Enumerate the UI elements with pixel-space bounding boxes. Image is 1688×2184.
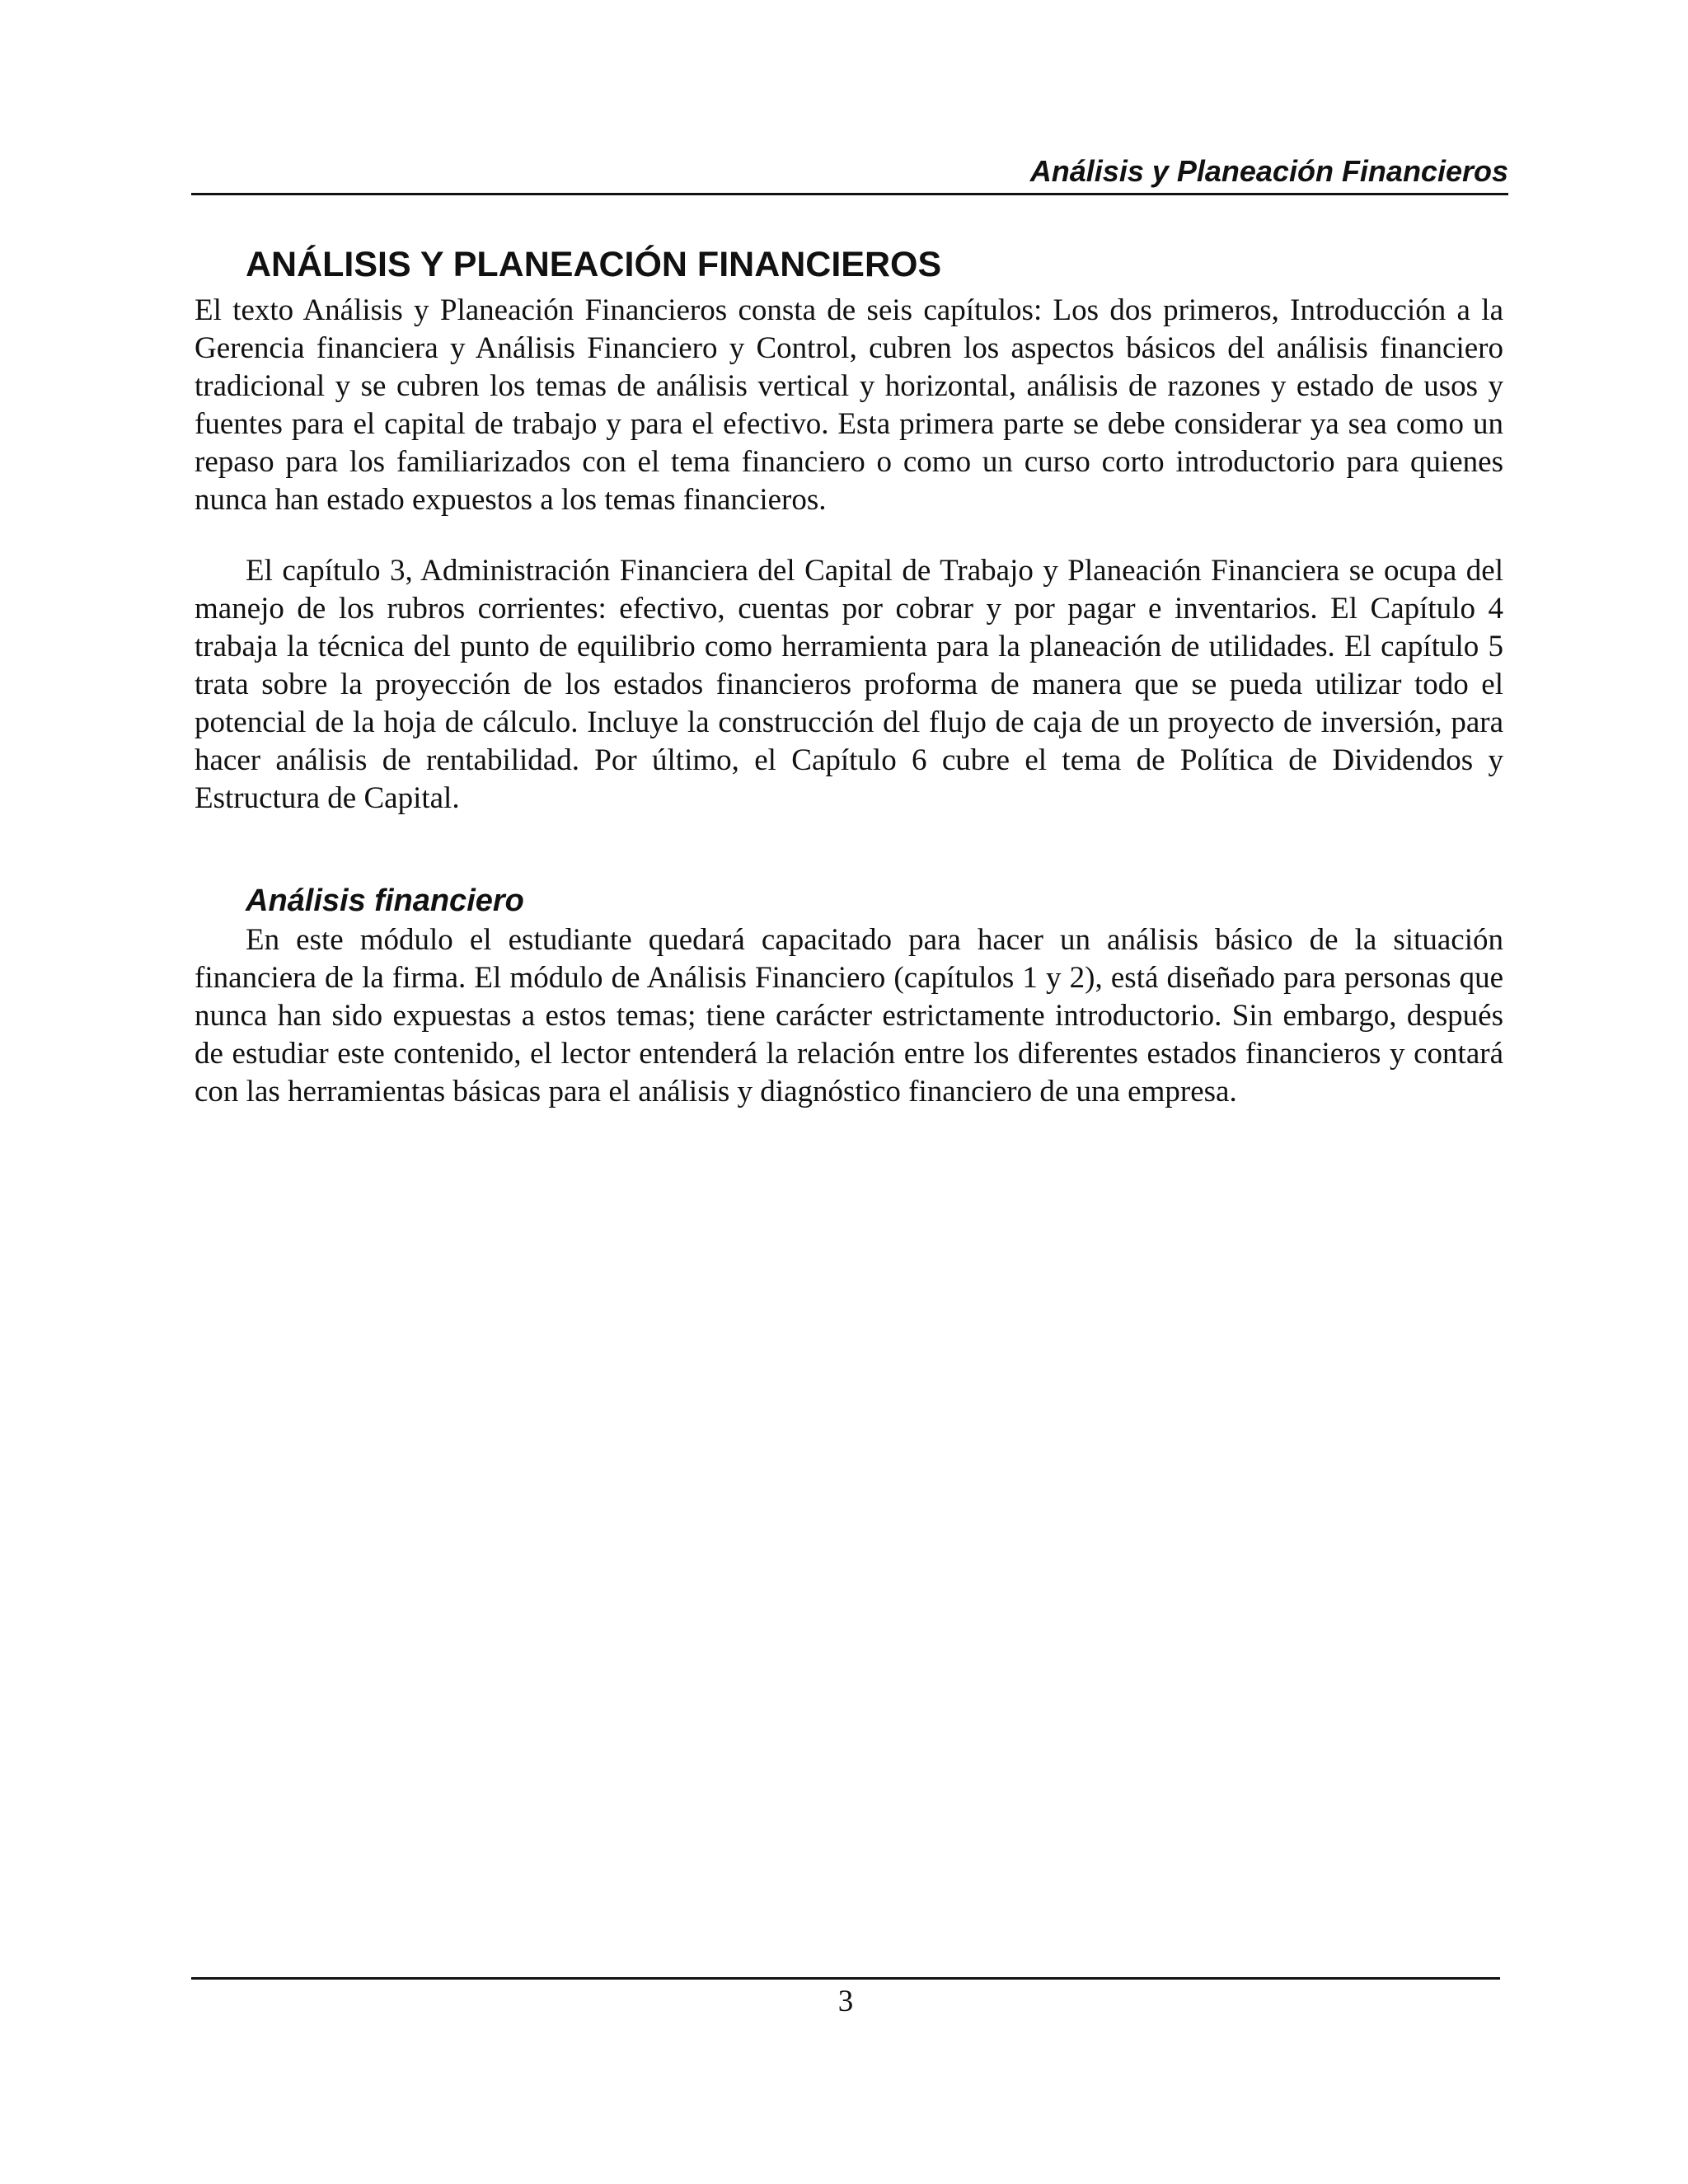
footer-divider — [191, 1977, 1500, 1980]
section-title: Análisis financiero — [246, 883, 524, 918]
page-content — [195, 242, 1503, 1111]
page-title: ANÁLISIS Y PLANEACIÓN FINANCIEROS — [246, 245, 942, 284]
header-divider — [191, 193, 1508, 195]
chapters-paragraph: El capítulo 3, Administración Financiera del Capital de Trabajo y Planeación Financiera se ocupa del manejo de los rubros corrientes: efectivo, cuentas por cobrar y por pagar e inventarios. El Capítulo 4 trabaja la técnica del punto de equilibrio como herramienta para la planeación de utilidades. El capítulo 5 trata sobre la proyección de los estados financieros proforma de manera que se pueda utilizar todo el potencial de la hoja de cálculo. Incluye la construcción del flujo de caja de un proyecto de inversión, para hacer análisis de rentabilidad. Por último, el Capítulo 6 cubre el tema de Política de Dividendos y Estructura de Capital. — [195, 554, 1503, 815]
page-number: 3 — [837, 1985, 854, 2018]
running-header-title: Análisis y Planeación Financieros — [1029, 154, 1508, 188]
section-paragraph: En este módulo el estudiante quedará capacitado para hacer un análisis básico de la situación financiera de la firma. El módulo de Análisis Financiero (capítulos 1 y 2), está diseñado para personas que nunca han sido expuestas a estos temas; tiene carácter estrictamente introductorio. Sin embargo, después de estudiar este contenido, el lector entenderá la relación entre los diferentes estados financieros y contará con las herramientas básicas para el análisis y diagnóstico financiero de una empresa. — [195, 923, 1503, 1108]
intro-paragraph: El texto Análisis y Planeación Financieros consta de seis capítulos: Los dos primeros, Introducción a la Gerencia financiera y Análisis Financiero y Control, cubren los aspectos básicos del análisis financiero tradicional y se cubren los temas de análisis vertical y horizontal, análisis de razones y estado de usos y fuentes para el capital de trabajo y para el efectivo. Esta primera parte se debe considerar ya sea como un repaso para los familiarizados con el tema financiero o como un curso corto introductorio para quienes nunca han estado expuestos a los temas financieros. — [195, 293, 1503, 517]
